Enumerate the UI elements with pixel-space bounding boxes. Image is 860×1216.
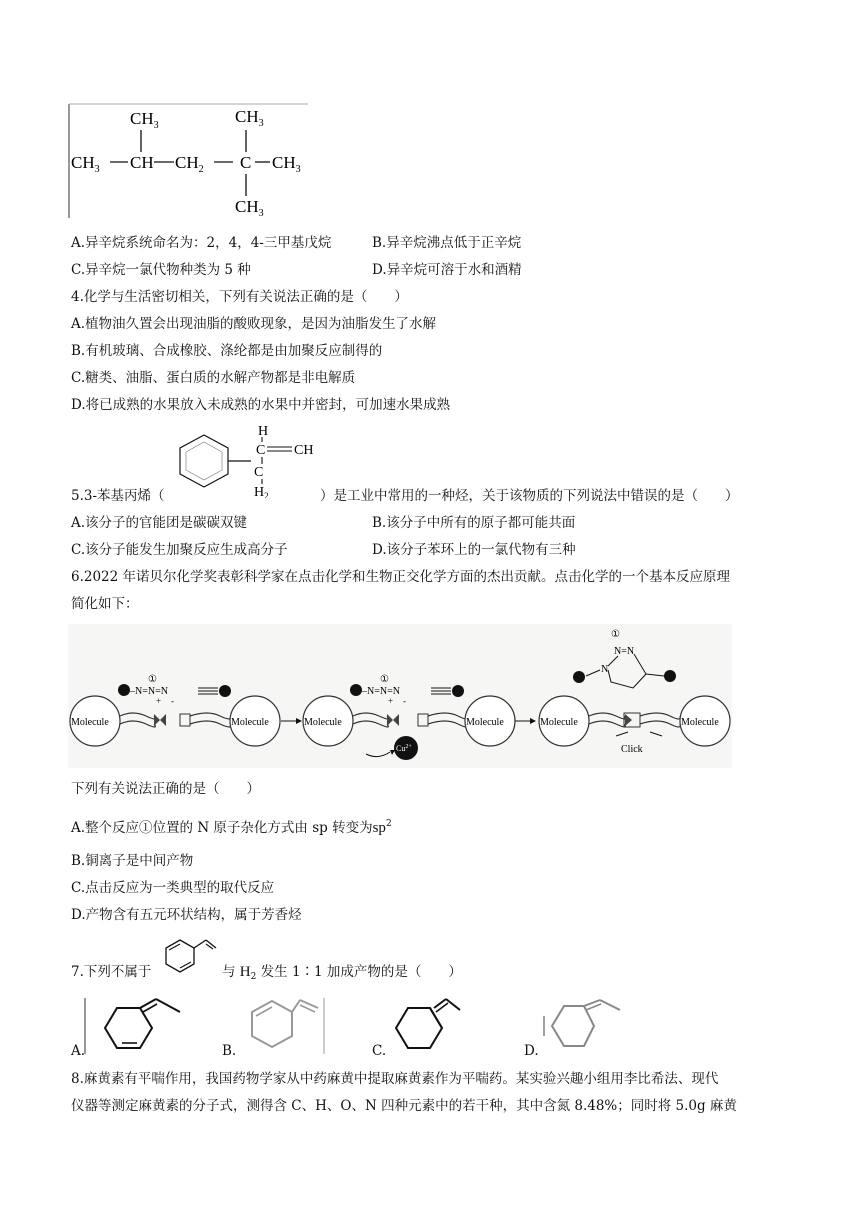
chain-ch: CH [130, 153, 154, 172]
chain-ch2: CH [175, 153, 199, 172]
q6-option-c: C.点击反应为一类典型的取代反应 [71, 880, 275, 896]
q7-label-d: D. [524, 1043, 539, 1059]
q6-option-a-text: A.整个反应①位置的 N 原子杂化方式由 sp 转变为 [71, 820, 373, 836]
q6-option-d: D.产物含有五元环状结构，属于芳香烃 [71, 907, 302, 923]
svg-text:①: ① [380, 674, 389, 685]
svg-text:-: - [171, 696, 174, 706]
q4-option-b: B.有机玻璃、合成橡胶、涤纶都是由加聚反应制得的 [71, 343, 383, 359]
q7-stem-mid-text: 与 [222, 964, 236, 980]
q4-option-a: A.植物油久置会出现油脂的酸败现象，是因为油脂发生了水解 [71, 316, 437, 332]
svg-text:–N=N=N: –N=N=N [130, 686, 168, 697]
struct-c1: C [256, 443, 266, 458]
svg-text:CH3: $CH_3$ [235, 197, 264, 219]
chain-ch3: CH [71, 153, 95, 172]
q5-stem-post: ）是工业中常用的一种烃，关于该物质的下列说法中错误的是（ ） [320, 488, 739, 504]
svg-text:CH3: $CH_3$ [272, 153, 301, 175]
svg-text:①: ① [148, 674, 157, 685]
svg-text:N: N [601, 664, 609, 675]
svg-text:Click: Click [621, 744, 643, 755]
ch3-top-left: CH [130, 109, 154, 128]
q6-prompt: 下列有关说法正确的是（ ） [71, 781, 260, 797]
svg-text:Molecule: Molecule [304, 717, 342, 728]
svg-text:Molecule: Molecule [540, 717, 578, 728]
q8-line1: 8.麻黄素有平喘作用，我国药物学家从中药麻黄中提取麻黄素作为平喘药。某实验兴趣小组用李比希法、现代 [71, 1071, 719, 1087]
isooctane-structure [68, 102, 310, 220]
ch3-bottom: CH [235, 197, 259, 216]
q7-h-sub: 2 [250, 972, 257, 982]
q7-stem-mid [222, 963, 462, 986]
svg-text:Molecule: Molecule [466, 717, 504, 728]
q8-line2: 仪器等测定麻黄素的分子式，测得含 C、H、O、N 四种元素中的若干种，其中含氮 8.48%；同时将 5.0g 麻黄 [71, 1098, 737, 1114]
svg-text:–N=N=N: –N=N=N [362, 686, 400, 697]
svg-text:①: ① [611, 629, 620, 640]
q7-reference-structure [158, 934, 220, 978]
q7-stem-pre: 7.下列不属于 [71, 964, 152, 980]
struct-h2: H [254, 485, 265, 498]
q5-option-c: C.该分子能发生加聚反应生成高分子 [71, 542, 288, 558]
ch3-top-right: CH [235, 107, 259, 126]
q7-h: H [239, 964, 251, 980]
q7-label-a: A. [71, 1043, 86, 1059]
svg-text:Molecule: Molecule [231, 717, 269, 728]
chain-ch3-end: CH [272, 153, 296, 172]
q4-option-c: C.糖类、油脂、蛋白质的水解产物都是非电解质 [71, 370, 356, 386]
q7-label-b: B. [222, 1043, 237, 1059]
svg-text:CH3: $CH_3$ [130, 109, 159, 131]
q5-option-b: B.该分子中所有的原子都可能共面 [372, 515, 576, 531]
q4-option-d: D.将已成熟的水果放入未成熟的水果中并密封，可加速水果成熟 [71, 397, 451, 413]
svg-text:CH2: $CH_2$ [175, 153, 204, 175]
q6-stem-line1: 6.2022 年诺贝尔化学奖表彰科学家在点击化学和生物正交化学方面的杰出贡献。点击化学的一个基本反应原理 [71, 569, 731, 585]
svg-text:N=N: N=N [614, 646, 635, 657]
q5-stem-pre: 5.3-苯基丙烯（ [71, 488, 165, 504]
q6-option-a-sp: sp [372, 820, 386, 836]
q6-stem-line2: 简化如下： [71, 596, 139, 612]
svg-text:+: + [156, 696, 162, 706]
phenylpropene-structure [168, 420, 328, 498]
svg-text:Molecule: Molecule [681, 717, 719, 728]
svg-text:+: + [388, 696, 394, 706]
q7-option-d-structure [538, 996, 630, 1056]
q3-option-d: D.异辛烷可溶于水和酒精 [372, 262, 522, 278]
struct-ch: CH [294, 443, 314, 458]
svg-text:H2: $H_2$ [254, 485, 269, 498]
svg-text:CH3: $CH_3$ [71, 153, 100, 175]
q6-option-a-sup: 2 [385, 819, 392, 829]
q5-option-d: D.该分子苯环上的一氯代物有三种 [372, 542, 576, 558]
svg-text:Molecule: Molecule [71, 717, 109, 728]
q7-option-b-structure [236, 996, 328, 1056]
q6-option-a [71, 815, 392, 837]
q4-stem: 4.化学与生活密切相关，下列有关说法正确的是（ ） [71, 289, 408, 305]
q3-option-c: C.异辛烷一氯代物种类为 5 种 [71, 262, 251, 278]
q7-label-c: C. [372, 1043, 387, 1059]
svg-text:CH3: $CH_3$ [235, 107, 264, 129]
q3-option-a: A.异辛烷系统命名为：2，4，4-三甲基戊烷 [71, 235, 332, 251]
q5-option-a: A.该分子的官能团是碳碳双键 [71, 515, 248, 531]
click-chemistry-diagram [68, 624, 732, 768]
q7-stem-post: 发生 1∶1 加成产物的是（ ） [260, 964, 462, 980]
chain-c: C [240, 153, 252, 172]
q7-option-c-structure [386, 996, 478, 1056]
q3-option-b: B.异辛烷沸点低于正辛烷 [372, 235, 522, 251]
struct-c2: C [254, 465, 264, 480]
struct-h: H [258, 424, 269, 439]
q7-option-a-structure [84, 996, 186, 1056]
svg-text:Cu2+: $Cu^{2+}$ [396, 744, 412, 753]
q6-option-b: B.铜离子是中间产物 [71, 853, 194, 869]
svg-text:-: - [403, 696, 406, 706]
